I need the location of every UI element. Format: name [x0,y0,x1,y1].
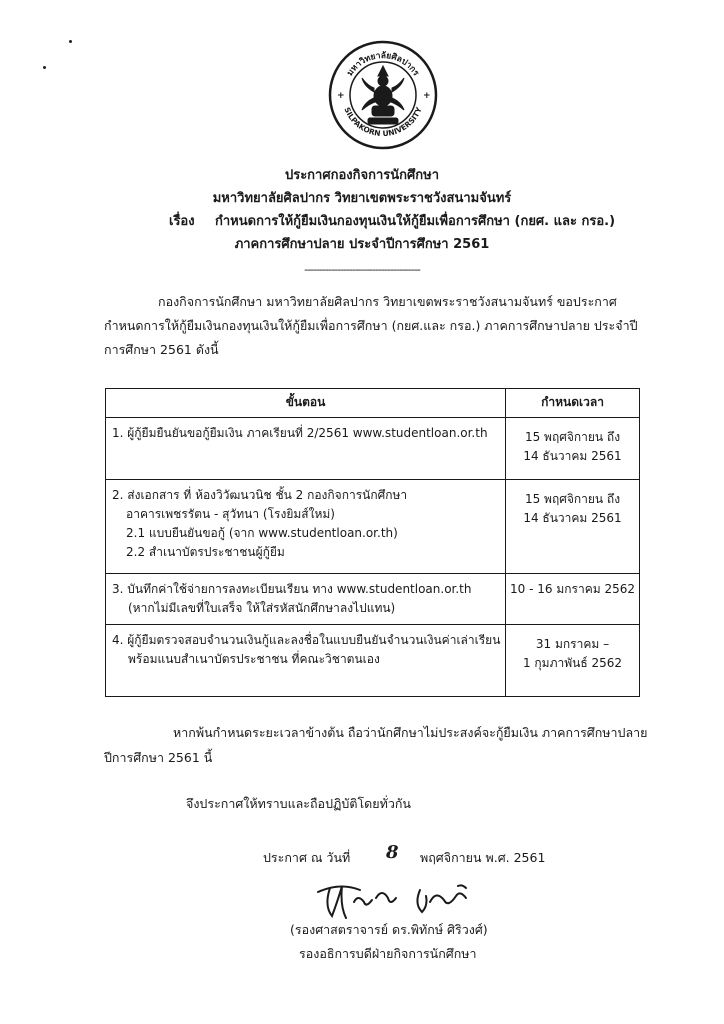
step-text: อาคารเพชรรัตน - สุวัทนา (โรงยิมส์ใหม่) [126,507,335,521]
table-row [106,480,640,574]
step-text: 3. บันทึกค่าใช้จ่ายการลงทะเบียนเรียน ทาง www.studentloan.or.th [112,582,472,596]
step-subitem: 2.1 แบบยืนยันขอกู้ (จาก www.studentloan.or.th) [126,526,398,540]
subject-text: กำหนดการให้กู้ยืมเงินกองทุนเงินให้กู้ยืมเพื่อการศึกษา (กยศ. และ กรอ.) [215,214,616,229]
scan-speck [43,66,46,69]
table-row [106,418,640,480]
svg-text:มหาวิทยาลัยศิลปากร: มหาวิทยาลัยศิลปากร [345,50,421,78]
time-text: 10 - 16 มกราคม 2562 [510,582,635,596]
table-row [106,625,640,697]
time-text: 1 กุมภาพันธ์ 2562 [522,656,623,670]
handwritten-signature [310,876,490,926]
step-subitem: 2.2 สำเนาบัตรประชาชนผู้กู้ยืม [126,545,285,559]
table-row [106,574,640,625]
step-cell [106,418,506,480]
intro-line-1: กองกิจการนักศึกษา มหาวิทยาลัยศิลปากร วิทยาเขตพระราชวังสนามจันทร์ ขอประกาศ [158,294,617,309]
time-cell [506,418,640,480]
step-cell [106,574,506,625]
schedule-table [105,388,640,697]
time-text: 15 พฤศจิกายน ถึง [524,492,621,506]
step-text: 4. ผู้กู้ยืมตรวจสอบจำนวนเงินกู้และลงชื่อในแบบยืนยันจำนวนเงินค่าเล่าเรียน [112,633,501,647]
separator-line: --------------------------------------- [304,263,420,276]
closing-line-1: หากพ้นกำหนดระยะเวลาข้างต้น ถือว่านักศึกษาไม่ประสงค์จะกู้ยืมเงิน ภาคการศึกษาปลาย [173,725,648,740]
scan-speck [69,40,72,43]
announcement-heading: ประกาศกองกิจการนักศึกษา [284,168,440,183]
subject-label: เรื่อง [169,214,195,229]
time-cell [506,625,640,697]
university-seal-logo [328,40,438,150]
table-header-row [106,389,640,418]
step-cell [106,480,506,574]
date-prefix: ประกาศ ณ วันที่ [263,850,351,865]
signer-name: (รองศาสตราจารย์ ดร.พิทักษ์ ศิริวงศ์) [290,922,488,937]
intro-line-3: การศึกษา 2561 ดังนี้ [104,342,219,357]
date-day: 8 [386,842,399,863]
svg-text:+: + [337,91,345,101]
svg-text:SILPAKORN UNIVERSITY: SILPAKORN UNIVERSITY [342,105,424,139]
svg-text:+: + [423,91,431,101]
time-text: 14 ธันวาคม 2561 [523,449,622,463]
step-text: 1. ผู้กู้ยืมยืนยันขอกู้ยืมเงิน ภาคเรียนที่ 2/2561 www.studentloan.or.th [112,426,488,440]
time-cell [506,574,640,625]
time-text: 31 มกราคม – [535,637,610,651]
column-header-time: กำหนดเวลา [506,389,640,418]
step-text: 2. ส่งเอกสาร ที่ ห้องวิวัฒนวนิช ชั้น 2 กองกิจการนักศึกษา [112,488,408,502]
university-name: มหาวิทยาลัยศิลปากร วิทยาเขตพระราชวังสนามจันทร์ [212,191,512,206]
column-header-step: ขั้นตอน [106,389,506,418]
semester-heading: ภาคการศึกษาปลาย ประจำปีการศึกษา 2561 [234,237,490,252]
step-cell [106,625,506,697]
signer-title: รองอธิการบดีฝ่ายกิจการนักศึกษา [299,946,477,961]
date-month-year: พฤศจิกายน พ.ศ. 2561 [420,850,546,865]
time-text: 14 ธันวาคม 2561 [523,511,622,525]
time-cell [506,480,640,574]
intro-line-2: กำหนดการให้กู้ยืมเงินกองทุนเงินให้กู้ยืมเพื่อการศึกษา (กยศ.และ กรอ.) ภาคการศึกษาปลาย ประจำปี [104,318,638,333]
closing-line-3: จึงประกาศให้ทราบและถือปฏิบัติโดยทั่วกัน [186,796,411,811]
time-text: 15 พฤศจิกายน ถึง [524,430,621,444]
step-text: (หากไม่มีเลขที่ใบเสร็จ ให้ใส่รหัสนักศึกษาลงไปแทน) [128,601,396,615]
step-text: พร้อมแนบสำเนาบัตรประชาชน ที่คณะวิชาตนเอง [128,652,380,666]
closing-line-2: ปีการศึกษา 2561 นี้ [104,750,213,765]
